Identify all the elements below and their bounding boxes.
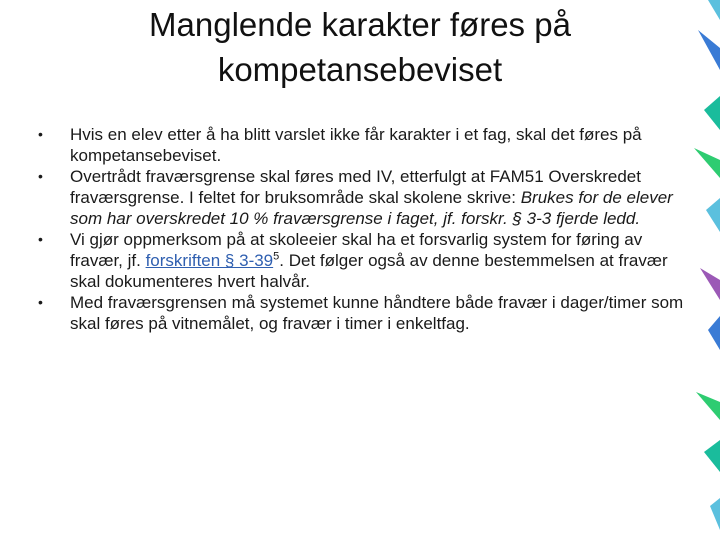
bullet-icon: •: [38, 168, 43, 184]
bullet-icon: •: [38, 231, 43, 247]
deco-shape: [704, 440, 720, 472]
deco-shape: [704, 96, 720, 130]
decorative-side-pattern: [684, 0, 720, 540]
bullet-italic-text: Brukes for de elever som har overskredet 10 % fraværsgrense i faget, jf. forskr. § 3-3 fjerde ledd.: [70, 188, 673, 228]
bullet-icon: •: [38, 126, 43, 142]
bullet-item: [36, 292, 686, 334]
deco-shape: [694, 148, 720, 178]
bullet-text-continued: . Det følger også av denne bestemmelsen at fravær skal dokumenteres hvert halvår.: [70, 251, 668, 291]
footnote-marker: 5: [273, 250, 280, 263]
bullet-item: [36, 229, 686, 292]
bullet-item: [36, 166, 686, 229]
deco-shape: [710, 498, 720, 530]
deco-shape: [708, 0, 720, 20]
deco-shape: [708, 316, 720, 350]
bullet-list: [36, 124, 686, 334]
deco-shape: [700, 268, 720, 300]
bullet-item: [36, 124, 686, 166]
deco-shape: [696, 392, 720, 420]
bullet-icon: •: [38, 294, 43, 310]
bullet-text: Vi gjør oppmerksom på at skoleeier skal ha et forsvarlig system for føring av fravær, jf.: [70, 230, 643, 270]
deco-shape: [706, 198, 720, 232]
bullet-text: Med fraværsgrensen må systemet kunne håndtere både fravær i dager/timer som skal føres på vitnemålet, og fravær i timer i enkeltfag.: [70, 293, 684, 333]
regulation-link[interactable]: forskriften § 3-39: [145, 251, 274, 270]
bullet-text: Hvis en elev etter å ha blitt varslet ikke får karakter i et fag, skal det føres på kompetansebeviset.: [70, 125, 642, 165]
bullet-text: Overtrådt fraværsgrense skal føres med IV, etterfulgt at FAM51 Overskredet fraværsgrense. I feltet for bruksområde skal skolene skrive:: [70, 167, 641, 207]
deco-shape: [698, 30, 720, 70]
slide-title: Manglende karakter føres på kompetansebeviset: [149, 6, 571, 88]
